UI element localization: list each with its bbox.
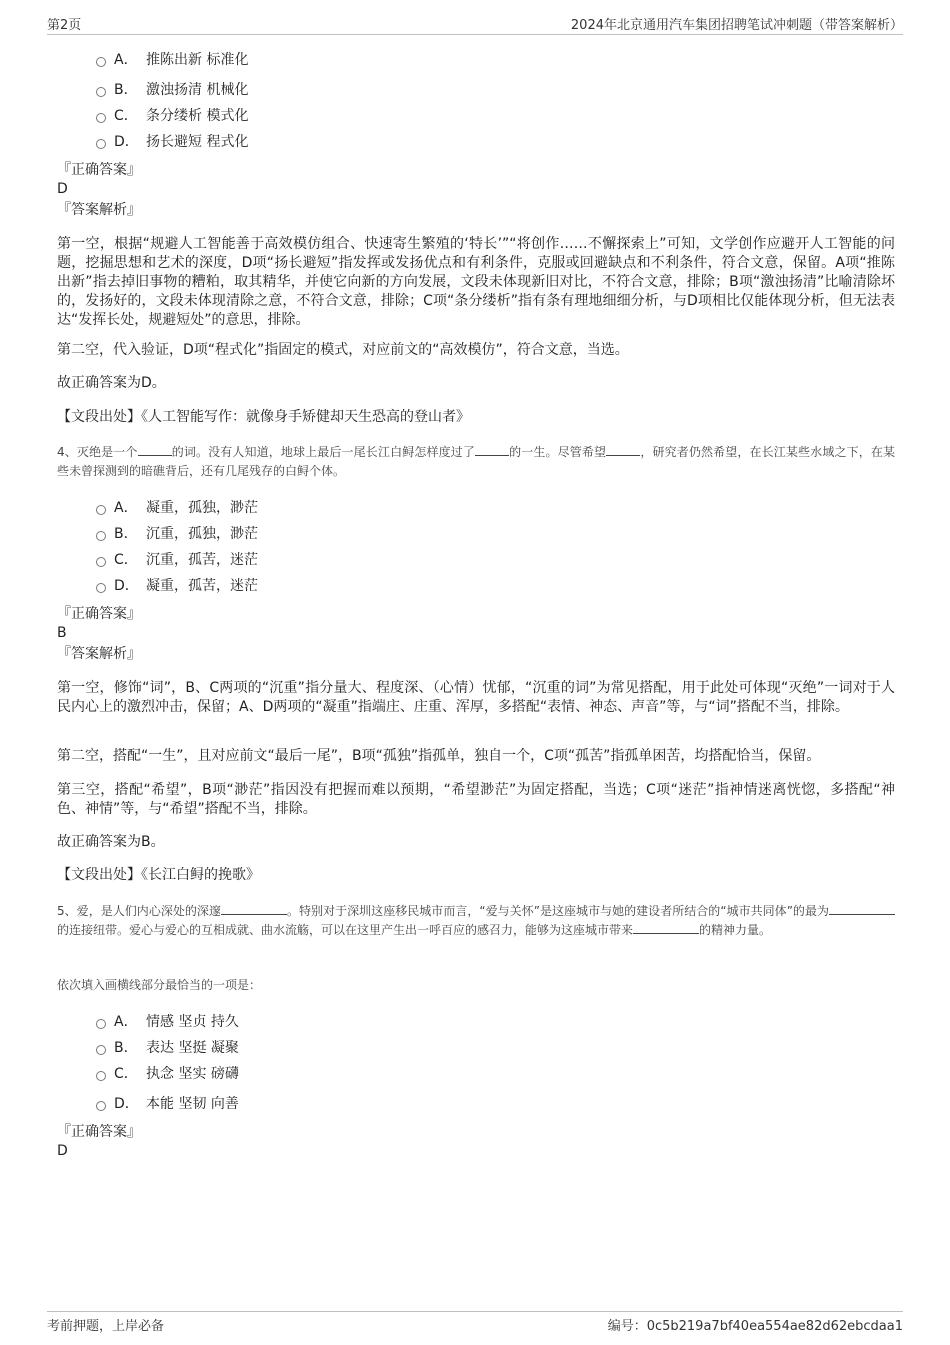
q3-option-a[interactable]: A． 推陈出新 标准化 [96,50,248,70]
footer-slogan: 考前押题，上岸必备 [47,1319,165,1334]
blank-line [633,921,699,934]
q3-analysis-p2: 第二空，代入验证，D项“程式化”指固定的模式，对应前文的“高效模仿”，符合文意，当选。 [57,342,629,358]
q4-analysis-p4: 故正确答案为B。 [57,834,165,850]
radio-icon[interactable] [96,57,106,67]
blank-line [221,902,287,915]
blank-line [138,443,172,456]
q3-option-b[interactable]: B． 激浊扬清 机械化 [96,80,248,100]
q5-option-b[interactable]: B． 表达 坚挺 凝聚 [96,1038,239,1058]
blank-line [475,443,509,456]
q4-option-c[interactable]: C． 沉重，孤苦，迷茫 [96,550,258,570]
document-code: 编号：0c5b219a7bf40ea554ae82d62ebcdaa1 [607,1319,903,1334]
q5-option-a[interactable]: A． 情感 坚贞 持久 [96,1012,239,1032]
q4-analysis-p1: 第一空，修饰“词”，B、C两项的“沉重”指分量大、程度深、（心情）忧郁，“沉重的词”为常见搭配，用于此处可体现“灭绝”一词对于人民内心上的激烈冲击，保留；A、D两项的“凝重”指端庄、庄重、浑厚，多搭配“表情、神态、声音”等，与“词”搭配不当，排除。 [57,680,895,715]
q3-option-c[interactable]: C． 条分缕析 模式化 [96,106,248,126]
radio-icon[interactable] [96,113,106,123]
blank-line [606,443,640,456]
radio-icon[interactable] [96,583,106,593]
radio-icon[interactable] [96,531,106,541]
page-footer [47,1311,903,1336]
q4-option-a[interactable]: A． 凝重，孤独，渺茫 [96,498,258,518]
document-title: 2024年北京通用汽车集团招聘笔试冲刺题（带答案解析） [570,18,903,33]
radio-icon[interactable] [96,557,106,567]
q5-answer-label: 『正确答案』 [57,1124,141,1140]
radio-icon[interactable] [96,505,106,515]
radio-icon[interactable] [96,87,106,97]
q5-prompt: 依次填入画横线部分最恰当的一项是： [57,978,262,992]
q4-analysis-p3: 第三空，搭配“希望”，B项“渺茫”指因没有把握而难以预期，“希望渺茫”为固定搭配，当选；C项“迷茫”指神情迷离恍惚，多搭配“神色、神情”等，与“希望”搭配不当，排除。 [57,782,895,817]
page-header [47,14,903,35]
q4-option-b[interactable]: B． 沉重，孤独，渺茫 [96,524,258,544]
q4-answer: B [57,625,67,641]
q4-stem: 4、灭绝是一个 的词。没有人知道，地球上最后一尾长江白鲟怎样度过了 的一生。尽管希望 ，研究者仍然希望，在长江某些水域之下，在某些未曾探测到的暗礁背后，还有几尾残存的白鲟个体。 [57,445,895,478]
q5-option-d[interactable]: D． 本能 坚韧 向善 [96,1094,239,1114]
q3-option-d[interactable]: D． 扬长避短 程式化 [96,132,248,152]
radio-icon[interactable] [96,1045,106,1055]
page-number: 第2页 [47,18,82,33]
q4-analysis-p2: 第二空，搭配“一生”，且对应前文“最后一尾”，B项“孤独”指孤单，独自一个，C项“孤苦”指孤单困苦，均搭配恰当，保留。 [57,748,821,764]
q4-analysis-label: 『答案解析』 [57,646,141,662]
q4-source: 【文段出处】《长江白鲟的挽歌》 [57,867,260,883]
q3-analysis-label: 『答案解析』 [57,202,141,218]
q5-stem: 5、爱，是人们内心深处的深邃 。特别对于深圳这座移民城市而言，“爱与关怀”是这座城市与她的建设者所结合的“城市共同体”的最为的连接纽带。爱心与爱心的互相成就、曲水流觞，可以在这里产生出一呼百应的感召力，能够为这座城市带来 的精神力量。 [57,902,895,940]
q5-answer: D [57,1143,68,1159]
radio-icon[interactable] [96,139,106,149]
q4-answer-label: 『正确答案』 [57,606,141,622]
radio-icon[interactable] [96,1071,106,1081]
q3-source: 【文段出处】《人工智能写作：就像身手矫健却天生恐高的登山者》 [57,409,470,425]
q3-analysis-p3: 故正确答案为D。 [57,375,166,391]
blank-line [829,902,895,915]
q4-option-d[interactable]: D． 凝重，孤苦，迷茫 [96,576,258,596]
radio-icon[interactable] [96,1019,106,1029]
radio-icon[interactable] [96,1101,106,1111]
q3-analysis-p1: 第一空，根据“规避人工智能善于高效模仿组合、快速寄生繁殖的‘特长’”“将创作……不懈探索上”可知，文学创作应避开人工智能的问题，挖掘思想和艺术的深度，D项“扬长避短”指发挥或发扬优点和有利条件，克服或回避缺点和不利条件，符合文意，保留。A项“推陈出新”指去掉旧事物的糟粕，取其精华，并使它向新的方向发展，文段未体现新旧对比，不符合文意，排除；B项“激浊扬清”比喻清除坏的，发扬好的，文段未体现清除之意，不符合文意，排除；C项“条分缕析”指有条有理地细细分析，与D项相比仅能体现分析，但无法表达“发挥长处，规避短处”的意思，排除。 [57,236,895,328]
q3-answer-label: 『正确答案』 [57,162,141,178]
q5-option-c[interactable]: C． 执念 坚实 磅礴 [96,1064,239,1084]
q3-answer: D [57,181,68,197]
